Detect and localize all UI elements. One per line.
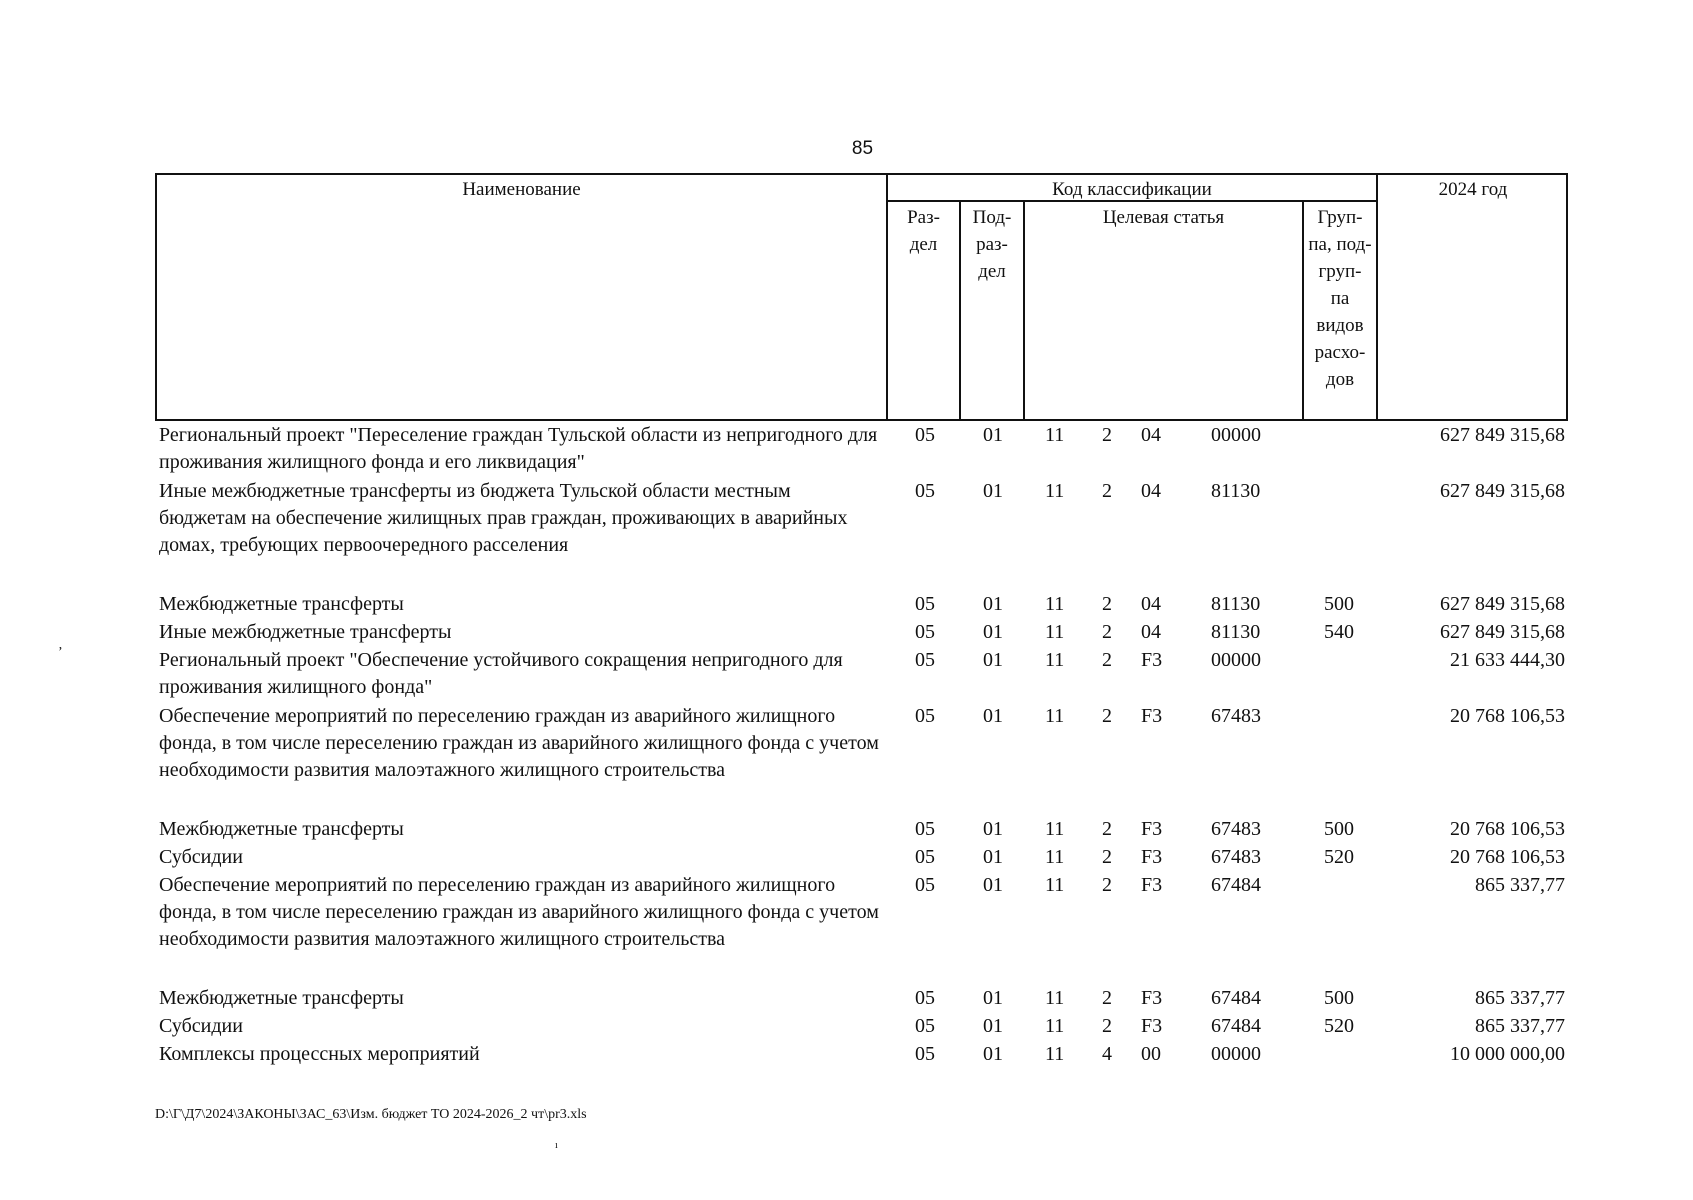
row-amount: 627 849 315,68 bbox=[1440, 480, 1565, 502]
row-amount: 865 337,77 bbox=[1475, 1015, 1565, 1037]
row-name: Обеспечение мероприятий по переселению граждан из аварийного жилищного фонда, в том числе переселению граждан из аварийного жилищного фонда с учетом необходимости развития малоэтажного жилищного строительства bbox=[159, 874, 879, 950]
header-podrazdel: Под- раз- дел bbox=[972, 207, 1012, 282]
header-year: 2024 год bbox=[1438, 179, 1508, 200]
row-name: Субсидии bbox=[159, 1015, 243, 1037]
row-subprogram: 4 bbox=[1102, 1043, 1112, 1065]
row-name: Обеспечение мероприятий по переселению граждан из аварийного жилищного фонда, в том числе переселению граждан из аварийного жилищного фонда с учетом необходимости развития малоэтажного жилищного строительства bbox=[159, 705, 879, 781]
row-amount: 865 337,77 bbox=[1475, 874, 1565, 896]
row-amount: 20 768 106,53 bbox=[1450, 846, 1565, 868]
row-amount: 21 633 444,30 bbox=[1450, 649, 1565, 671]
row-razdel: 05 bbox=[915, 1043, 935, 1065]
row-razdel: 05 bbox=[915, 593, 935, 615]
row-podrazdel: 01 bbox=[983, 621, 1003, 643]
row-podrazdel: 01 bbox=[983, 480, 1003, 502]
row-event: F3 bbox=[1141, 705, 1163, 727]
row-expense-type: 520 bbox=[1324, 846, 1354, 868]
row-name: Иные межбюджетные трансферты из бюджета Тульской области местным бюджетам на обеспечение жилищных прав граждан, проживающих в аварийных домах, требующих первоочередного расселения bbox=[159, 480, 848, 556]
row-subprogram: 2 bbox=[1102, 649, 1112, 671]
row-subprogram: 2 bbox=[1102, 593, 1112, 615]
row-expense-type: 500 bbox=[1324, 593, 1354, 615]
row-subprogram: 2 bbox=[1102, 621, 1112, 643]
row-subprogram: 2 bbox=[1102, 1015, 1112, 1037]
row-program: 11 bbox=[1045, 424, 1065, 446]
row-razdel: 05 bbox=[915, 1015, 935, 1037]
row-direction: 00000 bbox=[1211, 424, 1261, 446]
header-group: Груп- па, под- груп- па видов расхо- дов bbox=[1308, 207, 1372, 390]
row-program: 11 bbox=[1045, 987, 1065, 1009]
row-direction: 81130 bbox=[1211, 593, 1261, 615]
row-podrazdel: 01 bbox=[983, 846, 1003, 868]
row-amount: 10 000 000,00 bbox=[1450, 1043, 1565, 1065]
row-razdel: 05 bbox=[915, 846, 935, 868]
row-event: 04 bbox=[1141, 593, 1161, 615]
row-amount: 20 768 106,53 bbox=[1450, 818, 1565, 840]
row-amount: 20 768 106,53 bbox=[1450, 705, 1565, 727]
row-podrazdel: 01 bbox=[983, 874, 1003, 896]
row-razdel: 05 bbox=[915, 424, 935, 446]
row-event: F3 bbox=[1141, 818, 1163, 840]
page-number: 85 bbox=[851, 138, 874, 159]
row-direction: 67484 bbox=[1211, 987, 1261, 1009]
row-razdel: 05 bbox=[915, 649, 935, 671]
row-amount: 627 849 315,68 bbox=[1440, 593, 1565, 615]
header-classification: Код классификации bbox=[1052, 179, 1212, 200]
row-podrazdel: 01 bbox=[983, 1015, 1003, 1037]
row-program: 11 bbox=[1045, 1043, 1065, 1065]
row-subprogram: 2 bbox=[1102, 424, 1112, 446]
row-program: 11 bbox=[1045, 649, 1065, 671]
row-razdel: 05 bbox=[915, 987, 935, 1009]
row-direction: 67483 bbox=[1211, 818, 1261, 840]
row-subprogram: 2 bbox=[1102, 874, 1112, 896]
row-podrazdel: 01 bbox=[983, 424, 1003, 446]
row-name: Межбюджетные трансферты bbox=[159, 593, 404, 615]
row-razdel: 05 bbox=[915, 480, 935, 502]
row-razdel: 05 bbox=[915, 874, 935, 896]
table-header bbox=[155, 173, 1568, 421]
row-subprogram: 2 bbox=[1102, 818, 1112, 840]
row-name: Комплексы процессных мероприятий bbox=[159, 1043, 480, 1065]
row-event: F3 bbox=[1141, 649, 1163, 671]
row-program: 11 bbox=[1045, 846, 1065, 868]
row-direction: 67483 bbox=[1211, 705, 1261, 727]
row-direction: 67484 bbox=[1211, 1015, 1261, 1037]
header-razdel: Раз- дел bbox=[907, 207, 940, 255]
row-direction: 00000 bbox=[1211, 1043, 1261, 1065]
row-program: 11 bbox=[1045, 480, 1065, 502]
row-subprogram: 2 bbox=[1102, 987, 1112, 1009]
row-expense-type: 500 bbox=[1324, 818, 1354, 840]
row-amount: 865 337,77 bbox=[1475, 987, 1565, 1009]
margin-mark: ʼ bbox=[58, 645, 63, 660]
row-direction: 81130 bbox=[1211, 480, 1261, 502]
footer-file-path: D:\Г\Д7\2024\ЗАКОНЫ\ЗАС_63\Изм. бюджет ТО 2024-2026_2 чт\pr3.xls bbox=[155, 1107, 587, 1122]
row-event: 00 bbox=[1141, 1043, 1161, 1065]
row-name: Межбюджетные трансферты bbox=[159, 987, 404, 1009]
row-name: Межбюджетные трансферты bbox=[159, 818, 404, 840]
row-amount: 627 849 315,68 bbox=[1440, 424, 1565, 446]
row-event: 04 bbox=[1141, 424, 1161, 446]
row-program: 11 bbox=[1045, 621, 1065, 643]
row-program: 11 bbox=[1045, 1015, 1065, 1037]
row-program: 11 bbox=[1045, 874, 1065, 896]
row-event: 04 bbox=[1141, 480, 1161, 502]
row-name: Иные межбюджетные трансферты bbox=[159, 621, 452, 643]
row-subprogram: 2 bbox=[1102, 705, 1112, 727]
row-podrazdel: 01 bbox=[983, 705, 1003, 727]
row-program: 11 bbox=[1045, 593, 1065, 615]
row-name: Региональный проект "Переселение граждан Тульской области из непригодного для проживания жилищного фонда и его ликвидация" bbox=[159, 424, 878, 473]
row-event: F3 bbox=[1141, 1015, 1163, 1037]
row-name: Субсидии bbox=[159, 846, 243, 868]
row-direction: 67483 bbox=[1211, 846, 1261, 868]
row-event: F3 bbox=[1141, 987, 1163, 1009]
row-expense-type: 540 bbox=[1324, 621, 1354, 643]
row-event: 04 bbox=[1141, 621, 1161, 643]
row-razdel: 05 bbox=[915, 818, 935, 840]
row-expense-type: 500 bbox=[1324, 987, 1354, 1009]
header-target-article: Целевая статья bbox=[1102, 207, 1225, 228]
row-podrazdel: 01 bbox=[983, 1043, 1003, 1065]
row-event: F3 bbox=[1141, 874, 1163, 896]
row-expense-type: 520 bbox=[1324, 1015, 1354, 1037]
row-direction: 81130 bbox=[1211, 621, 1261, 643]
row-subprogram: 2 bbox=[1102, 480, 1112, 502]
row-podrazdel: 01 bbox=[983, 649, 1003, 671]
row-podrazdel: 01 bbox=[983, 987, 1003, 1009]
row-program: 11 bbox=[1045, 705, 1065, 727]
row-name: Региональный проект "Обеспечение устойчивого сокращения непригодного для проживания жилищного фонда" bbox=[159, 649, 843, 698]
row-event: F3 bbox=[1141, 846, 1163, 868]
row-subprogram: 2 bbox=[1102, 846, 1112, 868]
row-razdel: 05 bbox=[915, 705, 935, 727]
row-razdel: 05 bbox=[915, 621, 935, 643]
header-name: Наименование bbox=[462, 179, 581, 200]
row-program: 11 bbox=[1045, 818, 1065, 840]
margin-mark: ı bbox=[555, 1140, 558, 1151]
row-direction: 67484 bbox=[1211, 874, 1261, 896]
row-amount: 627 849 315,68 bbox=[1440, 621, 1565, 643]
row-podrazdel: 01 bbox=[983, 593, 1003, 615]
row-podrazdel: 01 bbox=[983, 818, 1003, 840]
row-direction: 00000 bbox=[1211, 649, 1261, 671]
